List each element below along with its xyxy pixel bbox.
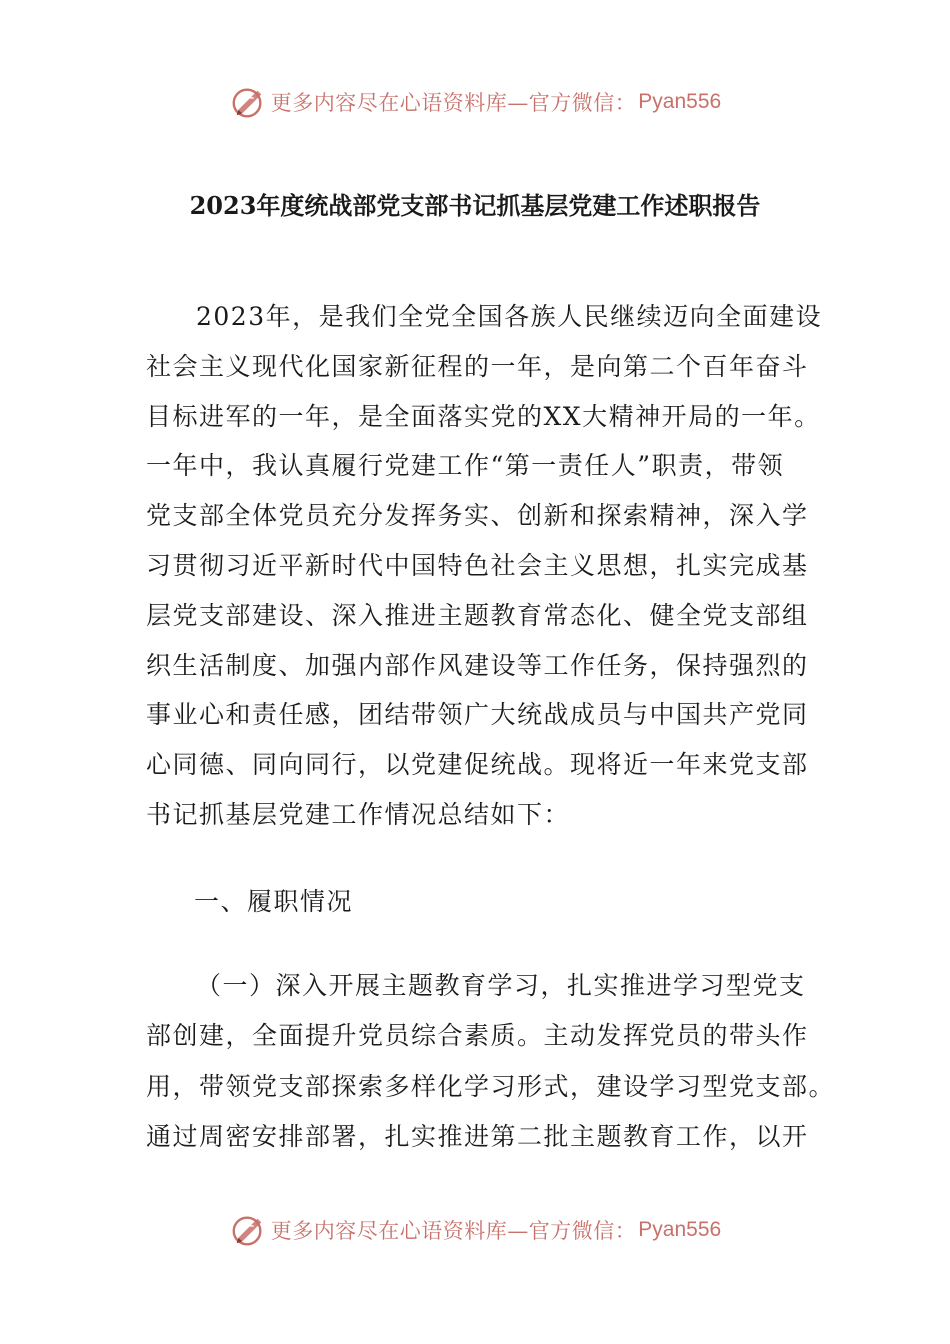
paragraph-line: 目标进军的一年，是全面落实党的XX大精神开局的一年。 bbox=[146, 401, 821, 431]
paragraph-line: 心同德、同向同行，以党建促统战。现将近一年来党支部 bbox=[146, 750, 809, 780]
paragraph-line: 部创建，全面提升党员综合素质。主动发挥党员的带头作 bbox=[146, 1021, 809, 1051]
paragraph-line: 一年中，我认真履行党建工作“第一责任人”职责，带领 bbox=[146, 451, 785, 481]
footer-watermark-banner bbox=[0, 1208, 950, 1252]
paragraph-line: 书记抓基层党建工作情况总结如下： bbox=[146, 800, 571, 829]
pen-logo-icon bbox=[229, 1211, 267, 1249]
paragraph-line: 织生活制度、加强内部作风建设等工作任务，保持强烈的 bbox=[146, 650, 809, 680]
paragraph-line: 2023年，是我们全党全国各族人民继续迈向全面建设 bbox=[196, 302, 823, 331]
document-title: 2023年度统战部党支部书记抓基层党建工作述职报告 bbox=[189, 191, 761, 220]
paragraph-line: 习贯彻习近平新时代中国特色社会主义思想，扎实完成基 bbox=[146, 551, 809, 580]
paragraph-line: 党支部全体党员充分发挥务实、创新和探索精神，深入学 bbox=[146, 501, 809, 531]
paragraph-line: 层党支部建设、深入推进主题教育常态化、健全党支部组 bbox=[146, 600, 809, 630]
header-watermark-banner bbox=[0, 80, 950, 124]
paragraph-line: 通过周密安排部署，扎实推进第二批主题教育工作，以开 bbox=[146, 1121, 809, 1151]
paragraph-line: 社会主义现代化国家新征程的一年，是向第二个百年奋斗 bbox=[146, 351, 809, 381]
wechat-id: Pyan556 bbox=[638, 1218, 722, 1241]
section-heading: 一、履职情况 bbox=[194, 887, 354, 916]
paragraph-line: （一）深入开展主题教育学习，扎实推进学习型党支 bbox=[196, 971, 806, 1000]
banner-text: 更多内容尽在心语资料库—官方微信： bbox=[270, 1219, 637, 1243]
pen-logo-icon bbox=[229, 83, 267, 121]
wechat-id: Pyan556 bbox=[638, 90, 722, 113]
banner-text: 更多内容尽在心语资料库—官方微信： bbox=[270, 91, 637, 115]
paragraph-line: 用，带领党支部探索多样化学习形式，建设学习型党支部。 bbox=[146, 1071, 836, 1101]
paragraph-line: 事业心和责任感，团结带领广大统战成员与中国共产党同 bbox=[146, 700, 809, 730]
